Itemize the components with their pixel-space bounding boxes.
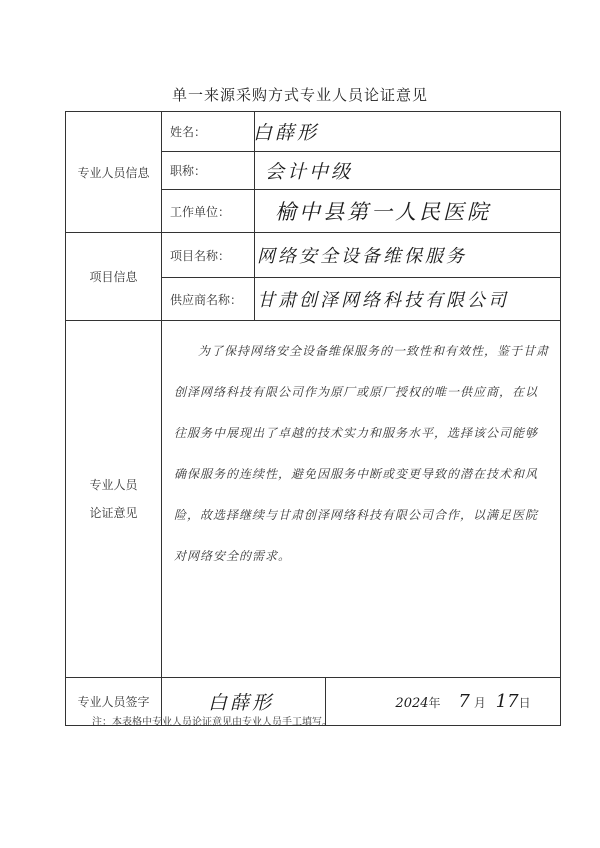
- project-name-label: 项目名称：: [162, 233, 255, 278]
- employer-value: 榆中县第一人民医院: [275, 200, 491, 224]
- section-project-info: 项目信息: [66, 233, 162, 321]
- document-title: 单一来源采购方式专业人员论证意见: [171, 86, 428, 104]
- opinion-form: [65, 111, 561, 726]
- title-label: 职称：: [162, 152, 255, 190]
- name-value: 白薛形: [253, 122, 320, 144]
- footnote: 注：本表格中专业人员论证意见由专业人员手工填写。: [92, 717, 332, 728]
- date: [395, 691, 531, 712]
- date-day-unit: 日: [518, 696, 531, 710]
- name-label: 姓名：: [162, 112, 255, 152]
- date-year-unit: 年: [428, 696, 441, 710]
- date-day: 17: [495, 691, 519, 712]
- section-expert-info: 专业人员信息: [66, 112, 162, 233]
- section-signature: 专业人员签字: [66, 678, 162, 726]
- title-value: 会计中级: [265, 161, 354, 183]
- supplier-value: 甘肃创泽网络科技有限公司: [257, 290, 509, 311]
- date-month: 7: [458, 691, 470, 712]
- signature-value: 白薛形: [208, 692, 275, 714]
- date-cell: [326, 678, 561, 726]
- employer-label: 工作单位：: [162, 190, 255, 233]
- section-opinion-label: 专业人员论证意见: [89, 478, 138, 520]
- date-month-unit: 月: [473, 696, 486, 710]
- name-value-cell: [255, 112, 561, 152]
- section-opinion: [66, 321, 162, 678]
- supplier-label: 供应商名称：: [162, 278, 255, 321]
- opinion-text: 为了保持网络安全设备维保服务的一致性和有效性，鉴于甘肃创泽网络科技有限公司作为原厂或原厂授权的唯一供应商，在以往服务中展现出了卓越的技术实力和服务水平，选择该公司能够确保服务的连续性，避免因服务中断或变更导致的潜在技术和风险，故选择继续与甘肃创泽网络科技有限公司合作，以满足医院对网络安全的需求。: [162, 321, 561, 678]
- date-year: 2024: [395, 696, 429, 711]
- project-name-value: 网络安全设备维保服务: [257, 246, 467, 267]
